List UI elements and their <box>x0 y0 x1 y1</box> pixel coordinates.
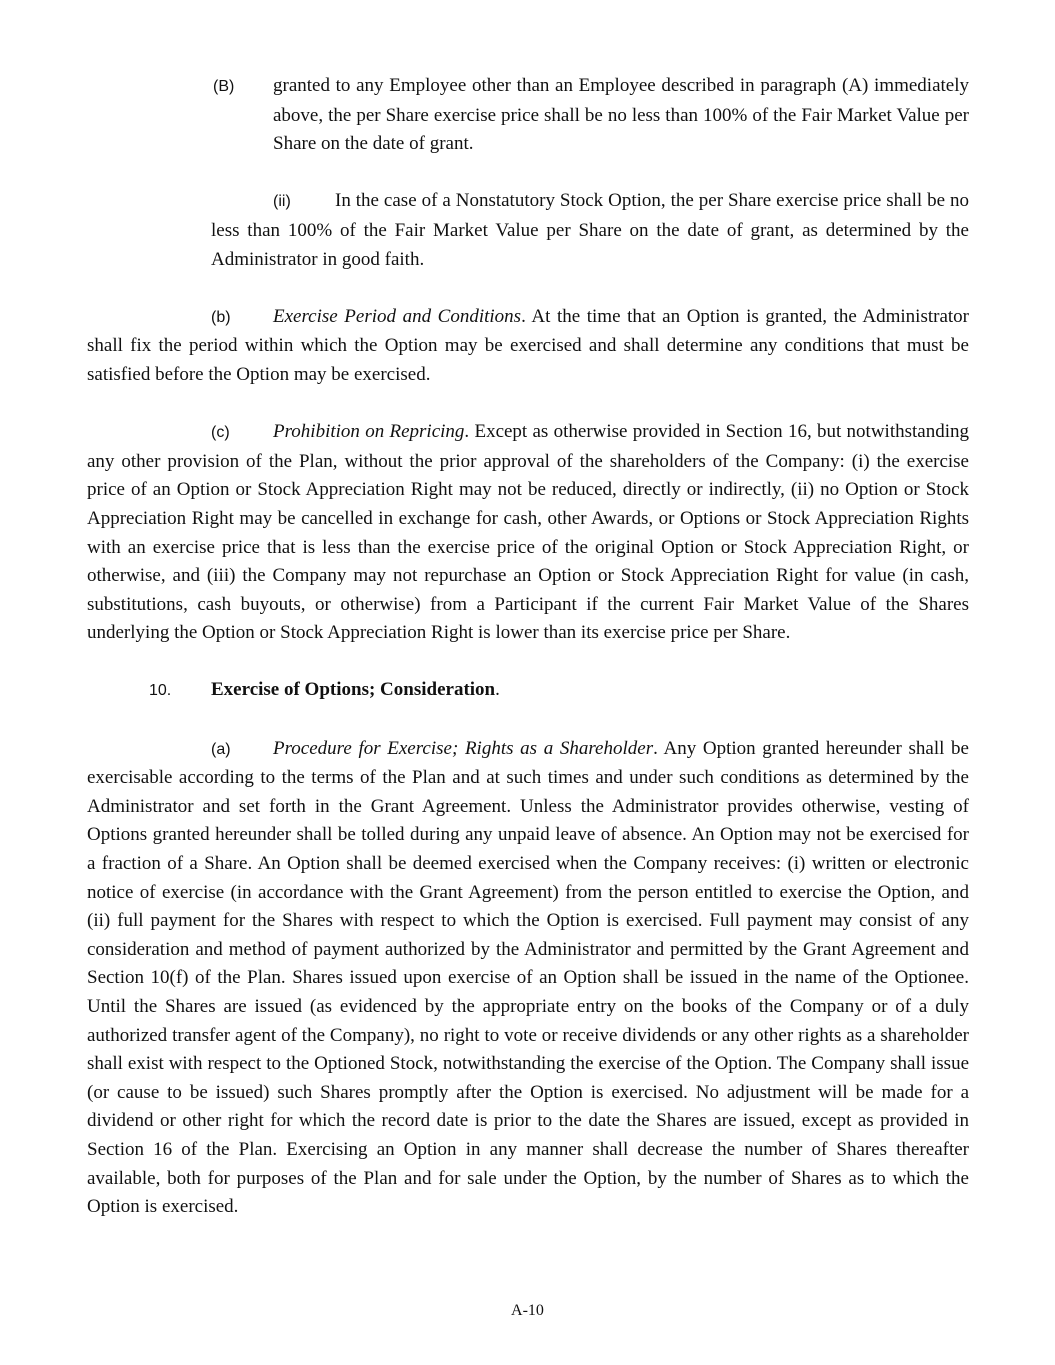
paragraph-a <box>87 735 969 1222</box>
paragraph-text: . Except as otherwise provided in Section 16, but notwithstanding any other provision of the Plan, without the prior approval of the shareholders of the Company: (i) the exercise price of an Option or Stock Appreciation Right may not be reduced, directly or indirectly, (ii) no Option or Stock Appreciation Right may be cancelled in exchange for cash, other Awards, or Options or Stock Appreciation Rights with an exercise price that is less than the exercise price of the original Option or Stock Appreciation Right, or otherwise, and (iii) the Company may not repurchase an Option or Stock Appreciation Right for value (in cash, substitutions, cash buyouts, or otherwise) from a Participant if the current Fair Market Value of the Shares underlying the Option or Stock Appreciation Right is lower than its exercise price per Share. <box>87 421 969 644</box>
paragraph-marker: (a) <box>211 740 231 758</box>
paragraph-marker: (b) <box>211 308 231 326</box>
paragraph-marker: (ii) <box>273 193 291 211</box>
paragraph-b <box>87 303 969 390</box>
paragraph-text: . At the time that an Option is granted, the Administrator shall fix the period within which the Option may be exercised and shall determine any conditions that must be satisfied before the Option may be exercised. <box>87 305 969 385</box>
paragraph-marker: (B) <box>213 78 235 95</box>
section-title-tail: . <box>495 679 500 701</box>
section-number: 10. <box>149 682 172 700</box>
paragraph-title: Procedure for Exercise; Rights as a Shareholder <box>273 737 654 759</box>
paragraph-B <box>87 72 969 159</box>
page-number: A-10 <box>511 1302 544 1319</box>
paragraph-text: granted to any Employee other than an Employee described in paragraph (A) immediately above, the per Share exercise price shall be no less than 100% of the Fair Market Value per Share on the date of grant. <box>273 75 969 155</box>
document-page <box>87 72 969 1222</box>
paragraph-text: In the case of a Nonstatutory Stock Option, the per Share exercise price shall be no less than 100% of the Fair Market Value per Share on the date of grant, as determined by the Administrator in good faith. <box>211 190 969 270</box>
paragraph-c <box>87 418 969 648</box>
section-heading <box>87 676 969 706</box>
paragraph-marker: (c) <box>211 424 230 442</box>
paragraph-ii <box>87 187 969 274</box>
paragraph-title: Prohibition on Repricing <box>273 421 465 443</box>
paragraph-title: Exercise Period and Conditions <box>273 305 522 327</box>
paragraph-text: . Any Option granted hereunder shall be exercisable according to the terms of the Plan and at such times and under such conditions as determined by the Administrator and set forth in the Grant Agreement. Unless the Administrator provides otherwise, vesting of Options granted hereunder shall be tolled during any unpaid leave of absence. An Option may not be exercised for a fraction of a Share. An Option shall be deemed exercised when the Company receives: (i) written or electronic notice of exercise (in accordance with the Grant Agreement) from the person entitled to exercise the Option, and (ii) full payment for the Shares with respect to which the Option is exercised. Full payment may consist of any consideration and method of payment authorized by the Administrator and permitted by the Grant Agreement and Section 10(f) of the Plan. Shares issued upon exercise of an Option shall be issued in the name of the Optionee. Until the Shares are issued (as evidenced by the appropriate entry on the books of the Company or of a duly authorized transfer agent of the Company), no right to vote or receive dividends or any other rights as a shareholder shall exist with respect to the Optioned Stock, notwithstanding the exercise of the Option. The Company shall issue (or cause to be issued) such Shares promptly after the Option is exercised. No adjustment will be made for a dividend or other right for which the record date is prior to the date the Shares are issued, except as provided in Section 16 of the Plan. Exercising an Option in any manner shall decrease the number of Shares thereafter available, both for purposes of the Plan and for sale under the Option, by the number of Shares as to which the Option is exercised. <box>87 737 969 1218</box>
section-title: Exercise of Options; Consideration <box>211 679 496 701</box>
